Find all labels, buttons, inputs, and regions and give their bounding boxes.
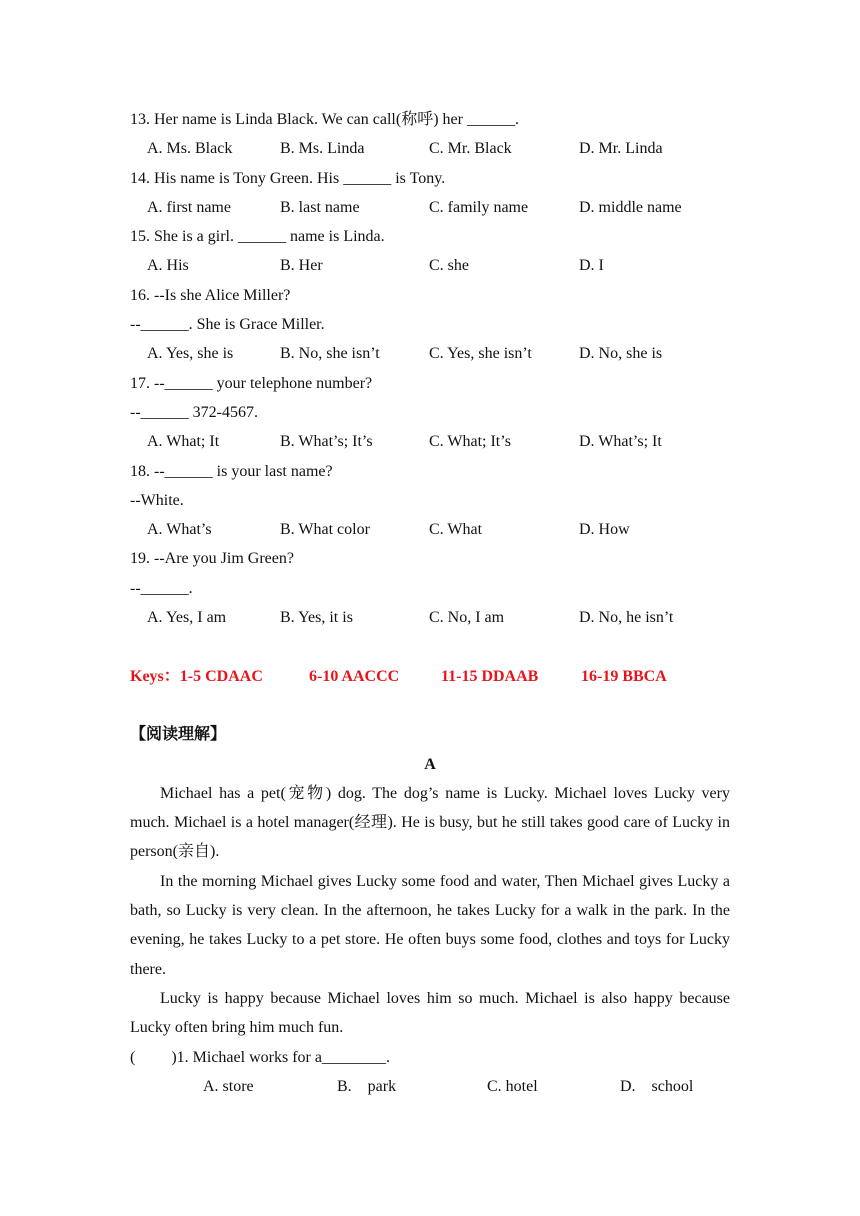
option-a: A. store [203, 1077, 254, 1095]
option-c: C. she [429, 257, 469, 275]
option-c: C. Yes, she isn’t [429, 345, 532, 363]
option-a: A. Yes, I am [147, 609, 227, 627]
option-c: C. family name [429, 198, 529, 216]
option-d: D. No, he isn’t [579, 609, 674, 627]
option-b: B. What color [280, 521, 370, 539]
reading-question-options [130, 1072, 730, 1101]
option-b: B. Yes, it is [280, 609, 353, 627]
option-a: A. What’s [147, 521, 212, 539]
question-stem: 15. She is a girl. ______ name is Linda. [130, 228, 385, 246]
reading-question-stem: ( )1. Michael works for a________. [130, 1048, 390, 1066]
passage-paragraph: Michael has a pet(宠物) dog. The dog’s name is Lucky. Michael loves Lucky very much. Michael is a hotel manager(经理). He is busy, but he still takes good care of Lucky in person(亲自). [130, 784, 730, 861]
answer-keys [130, 662, 730, 691]
option-d: D. I [579, 257, 604, 275]
option-a: A. Ms. Black [147, 140, 233, 158]
keys-group-1: Keys：1-5 CDAAC [130, 667, 263, 685]
option-b: B. No, she isn’t [280, 345, 380, 363]
question-stem: 17. --______ your telephone number? [130, 374, 373, 392]
option-d: D. No, she is [579, 345, 663, 363]
section-title: 【阅读理解】 [130, 726, 227, 744]
worksheet-content [130, 105, 730, 1101]
question-options [130, 251, 730, 280]
question-answer-line: --White. [130, 491, 184, 509]
passage-label: A [424, 755, 436, 773]
question-options [130, 193, 730, 222]
option-d: D. Mr. Linda [579, 140, 663, 158]
option-b: B. park [337, 1077, 397, 1095]
question-stem: 18. --______ is your last name? [130, 462, 333, 480]
option-a: A. Yes, she is [147, 345, 234, 363]
option-b: B. last name [280, 198, 360, 216]
option-c: C. What; It’s [429, 433, 511, 451]
option-b: B. Her [280, 257, 323, 275]
question-answer-line: --______. [130, 579, 193, 597]
option-b: B. What’s; It’s [280, 433, 373, 451]
question-stem: 13. Her name is Linda Black. We can call(称呼) her ______. [130, 111, 519, 128]
question-answer-line: --______ 372-4567. [130, 403, 258, 421]
option-c: C. hotel [487, 1077, 538, 1095]
option-a: A. first name [147, 198, 231, 216]
option-b: B. Ms. Linda [280, 140, 365, 158]
question-stem: 19. --Are you Jim Green? [130, 550, 294, 568]
question-options [130, 515, 730, 544]
option-d: D. What’s; It [579, 433, 662, 451]
option-c: C. No, I am [429, 609, 505, 627]
question-answer-line: --______. She is Grace Miller. [130, 316, 325, 334]
passage-paragraph: In the morning Michael gives Lucky some food and water, Then Michael gives Lucky a bath, so Lucky is very clean. In the afternoon, he takes Lucky for a walk in the park. In the evening, he takes Lucky to a pet store. He often buys some food, clothes and toys for Lucky there. [130, 872, 730, 978]
keys-group-4: 16-19 BBCA [581, 667, 667, 685]
question-options [130, 134, 730, 163]
question-options [130, 603, 730, 632]
passage-paragraph: Lucky is happy because Michael loves him so much. Michael is also happy because Lucky often bring him much fun. [130, 989, 730, 1037]
option-a: A. His [147, 257, 189, 275]
option-c: C. Mr. Black [429, 140, 512, 158]
question-stem: 16. --Is she Alice Miller? [130, 286, 291, 304]
question-stem: 14. His name is Tony Green. His ______ is Tony. [130, 169, 446, 187]
keys-group-3: 11-15 DDAAB [441, 667, 539, 685]
question-options [130, 339, 730, 368]
question-options [130, 427, 730, 456]
keys-group-2: 6-10 AACCC [309, 667, 400, 685]
option-d: D. school [620, 1077, 694, 1095]
option-d: D. middle name [579, 198, 682, 216]
option-a: A. What; It [147, 433, 220, 451]
option-d: D. How [579, 521, 630, 539]
option-c: C. What [429, 521, 483, 539]
